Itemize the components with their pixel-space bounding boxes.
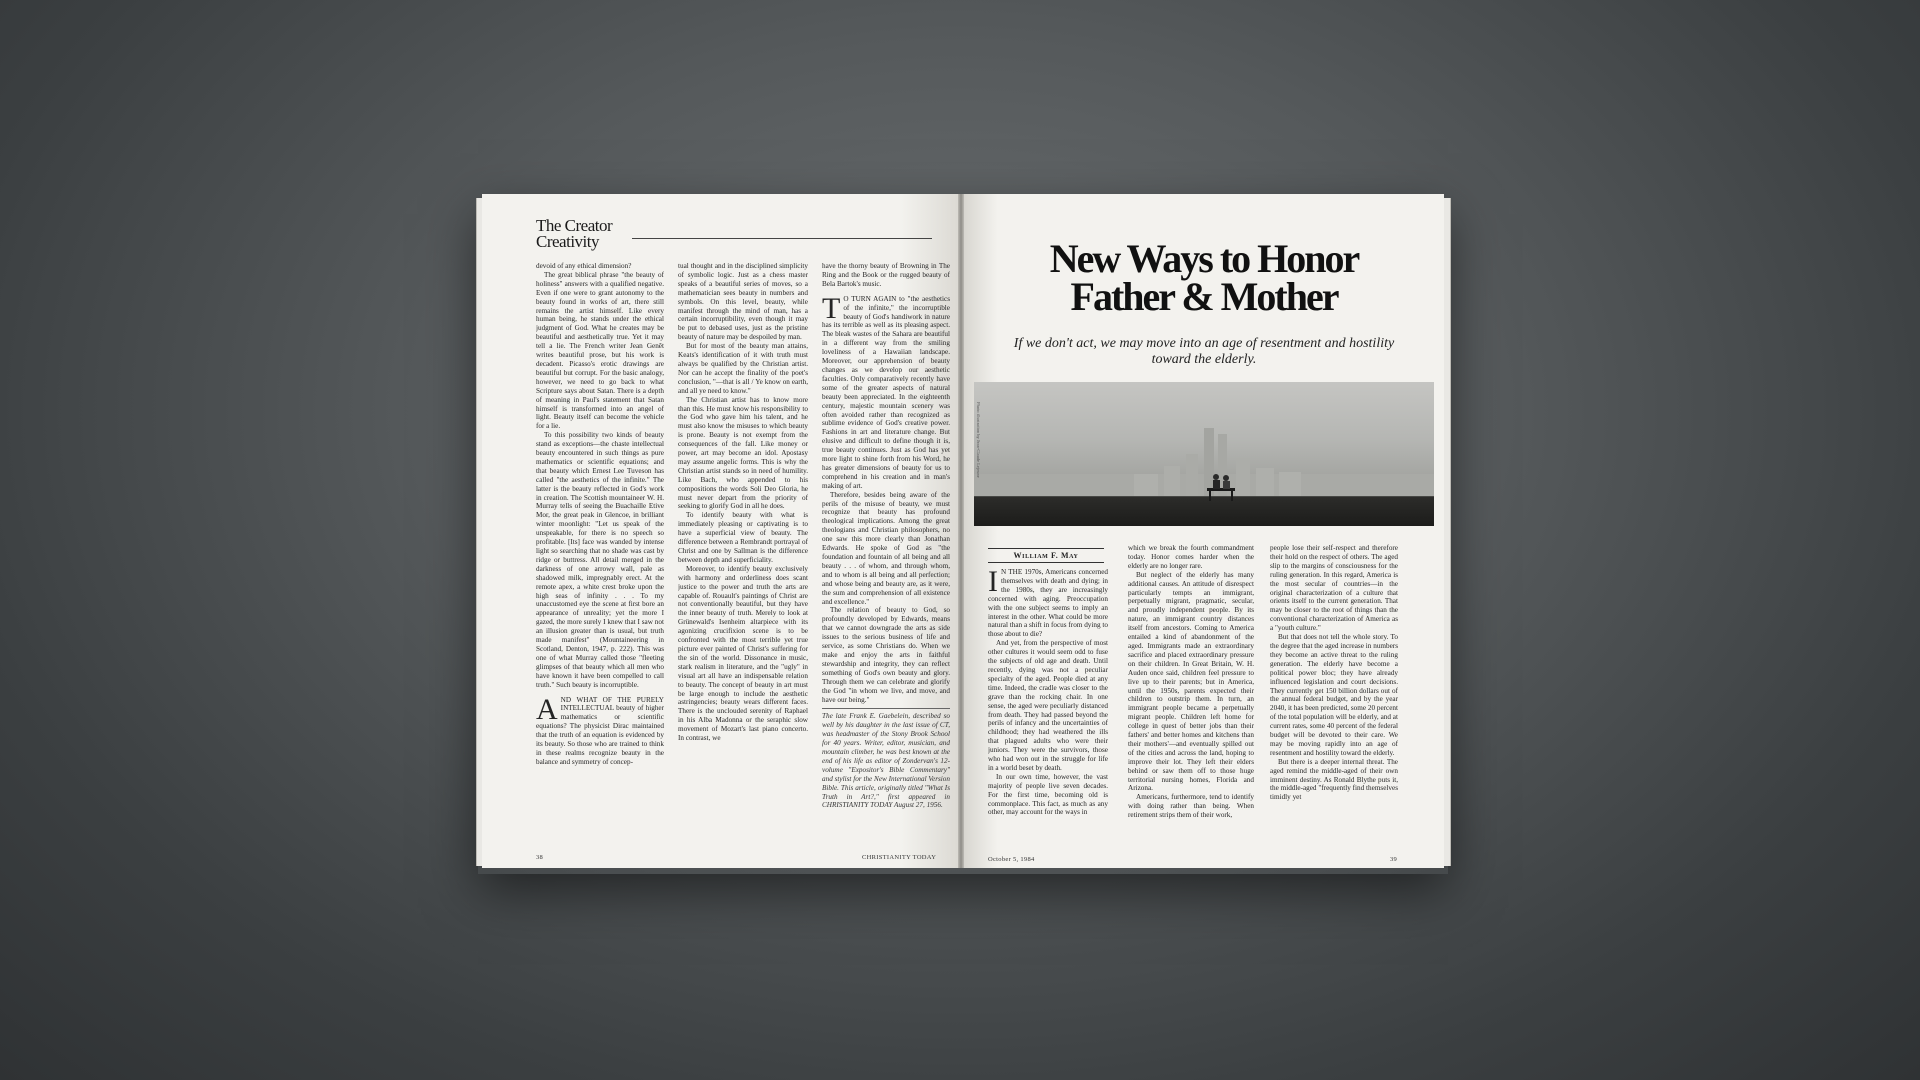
article-photo (974, 382, 1434, 526)
paragraph: The great biblical phrase "the beauty of holiness" answers with a qualified negative. Even if one were to grant autonomy to the beauty found in works of art, there still remains the artist himself. Like every human being, he stands under the ethical judgment of God. What he creates may be beautiful and aesthetically true. Yet it may tell a lie. The French writer Jean Genêt writes beautiful prose, but his work is decadent. Picasso's erotic drawings are beautiful but corrupt. For the basic analogy, however, we need to go back to what Scripture says about Satan. There is a depth of meaning in Paul's statement that Satan himself is transformed into an angel of light. Beauty itself can become the vehicle for a lie. (536, 270, 664, 431)
paragraph: have the thorny beauty of Browning in The Ring and the Book or the rugged beauty of Bela Bartok's music. (822, 262, 950, 288)
page-number-right: 39 (1390, 856, 1398, 863)
page-number-left: 38 (536, 854, 544, 861)
dropcap-text: ND WHAT OF THE PURELY INTELLECTUAL beauty of higher mathematics or scientific equations? The physicist Dirac maintained that the truth of an equation is evidenced by its beauty. So those who are trained to think in these realms recognize beauty in the balance and symmetry of concep- (536, 695, 664, 766)
photo-credit: Photo illustration by Jean-Claude Lejeune (976, 402, 981, 478)
header-rule (632, 238, 932, 239)
drop-cap: A (536, 692, 558, 726)
paragraph-dropcap (988, 568, 1108, 639)
right-column-2 (1128, 544, 1254, 856)
drop-cap: T (822, 291, 841, 325)
paragraph: The relation of beauty to God, so profoundly developed by Edwards, means that we cannot downgrade the arts as side issues to the serious business of life and service, as some Christians do. When we make and enjoy the arts in faithful stewardship and integrity, they can reflect something of God's own beauty and glory. Through them we can celebrate and glorify the God "in whom we live, and move, and have our being." (822, 606, 950, 704)
paragraph: But that does not tell the whole story. To the degree that the aged increase in numbers they become an active threat to the ruling generation. The elderly have become a political power bloc; they have already influenced legislation and court decisions. They currently get 150 billion dollars out of the annual federal budget, and by the year 2040, it has been predicted, some 20 percent of the total population will be elderly, and at current rates, some 40 percent of the federal budget will be devoted to their care. We may be moving rapidly into an age of resentment and hostility toward the elderly. (1270, 633, 1398, 757)
author-bio: The late Frank E. Gaebelein, described so well by his daughter in the last issue of CT, was headmaster of the Stony Brook School for 40 years. Writer, editor, musician, and mountain climber, he was best known at the end of his life as editor of Zondervan's 12-volume "Expositor's Bible Commentary" and stylist for the New International Version Bible. This article, originally titled "What Is Truth in Art?," first appeared in CHRISTIANITY TODAY August 27, 1956. (822, 708, 950, 810)
drop-cap: I (988, 568, 998, 598)
article-headline (964, 236, 1444, 319)
headline-line2: Father & Mother (1070, 274, 1338, 319)
paragraph: To identify beauty with what is immediately pleasing or captivating is to have a superficial view of beauty. The difference between a Rembrandt portrayal of Christ and one by Sallman is the difference between depth and superficiality. (678, 511, 808, 564)
author-byline: William F. May (988, 548, 1104, 563)
issue-date: October 5, 1984 (988, 856, 1035, 863)
paragraph: The Christian artist has to know more than this. He must know his responsibility to the God who gave him his talent, and he must also know the misuses to which beauty is prone. Beauty is not exempt from the consequences of the fall. Like money or power, art may become an idol. Apostasy may assume angelic forms. This is why the Christian artist stands so in need of humility. Like Bach, who appended to his compositions the words Soli Deo Gloria, he must never depart from the priority of seeking to glorify God in all he does. (678, 395, 808, 511)
left-column-2 (678, 262, 808, 854)
paragraph: devoid of any ethical dimension? (536, 262, 632, 270)
paragraph: Therefore, besides being aware of the perils of the misuse of beauty, we must recognize that beauty has profound theological implications. Among the great theologians and Christian philosophers, no one saw this more clearly than Jonathan Edwards. He spoke of God as "the foundation and fountain of all being and all beauty . . . of whom, and through whom, and to whom is all being and all perfection; and whose being and beauty are, as it were, the sum and comprehension of all existence and excellence." (822, 490, 950, 606)
left-column-1 (536, 262, 664, 854)
paragraph-dropcap (822, 291, 950, 491)
paragraph: Moreover, to identify beauty exclusively with harmony and orderliness does scant justice to the power and truth the arts are capable of. Rouault's paintings of Christ are not conventionally beautiful, but they have the inner beauty of truth. Merely to look at Grünewald's Isenheim altarpiece with its agonizing crucifixion scene is to be confronted with the most terrible yet true picture ever painted of Christ's suffering for the sin of the world. Dissonance in music, stark realism in literature, and the "ugly" in visual art all have an indispensable relation to beauty. The concept of beauty in art must be large enough to include the aesthetic astringencies; beauty wears different faces. There is the unclouded serenity of Raphael in his Alba Madonna or the seraphic slow movement of Mozart's last piano concerto. In contrast, we (678, 564, 808, 743)
left-page (482, 194, 959, 868)
paragraph-dropcap (536, 692, 664, 767)
right-column-3 (1270, 544, 1398, 856)
paragraph: To this possibility two kinds of beauty stand as exceptions—the chaste intellectual beauty encountered in such things as pure mathematics or scientific equations; and that beauty which Ernest Lee Tuveson has called "the aesthetics of the infinite." The latter is the beauty reflected in God's work in creation. The Scottish mountaineer W. H. Murray tells of seeing the Buachaille Etive Mor, the great peak in Glencoe, in brilliant winter moonlight: "Let us speak of the unspeakable, for there is no speech so profitable. [Its] face was wanded by intense light so searching that no shade was cast by ridge or buttress. All detail merged in the darkness of one arrowy wall, pale as shadowed milk, impregnably erect. At the remote apex, a white crest broke upon the high seas of infinity . . . To my unaccustomed eye the scene at first bore an appearance of unreality; yet the more I gazed, the more surely I knew that I saw not an illusion greater than is usual, but truth made manifest" (Mountaineering in Scotland, Denton, 1947, p. 222). This was one of what Murray called those "fleeting glimpses of that beauty which all men who have known it have been compelled to call truth." Such beauty is incorruptible. (536, 431, 664, 689)
left-column-3 (822, 262, 950, 854)
paragraph: But there is a deeper internal threat. The aged remind the middle-aged of their own imminent destiny. As Ronald Blythe puts it, the middle-aged "frequently find themselves timidly yet (1270, 757, 1398, 802)
paragraph: And yet, from the perspective of most other cultures it would seem odd to fuse the subjects of old age and death. Until recently, dying was not a peculiar specialty of the aged. People died at any time. Indeed, the cradle was closer to the grave than the rocking chair. In one sense, the aged were peculiarly distanced from death. They had passed beyond the perils of infancy and the uncertainties of childhood; they had weathered the ills that plagued adults who were their juniors. They were the survivors, those who had won out in the struggle for life in a world beset by death. (988, 639, 1108, 772)
article-subhead: If we don't act, we may move into an age of resentment and hostility toward the elderly. (1013, 336, 1395, 367)
paragraph: tual thought and in the disciplined simplicity of symbolic logic. Just as a chess master speaks of a beautiful series of moves, so a mathematician sees beauty in numbers and symbols. On this level, beauty, while manifest through the mind of man, has a certain incorruptibility, even though it may be put to debased uses, just as the pristine beauty of nature may be despoiled by man. (678, 262, 808, 342)
dropcap-text: O TURN AGAIN to "the aesthetics of the infinite," the incorruptible beauty of God's handiwork in nature has its terrible as well as its pleasing aspect. The bleak wastes of the Sahara are beautiful in a different way from the smiling loveliness of a Hawaiian landscape. Moreover, our apprehension of beauty changes as we develop our aesthetic faculties. Only comparatively recently have some of the greater aspects of natural beauty been appreciated. In the eighteenth century, majestic mountain scenery was often avoided rather than recognized as sublime evidence of God's creative power. Fashions in art and literature change. But elusive and difficult to define though it is, true beauty continues. Just as God has yet more light to shine forth from his Word, he has greater dimensions of beauty for us to comprehend in his creation and in man's making of art. (822, 294, 950, 490)
elderly-couple-bench-image (1204, 470, 1240, 502)
magazine-name: CHRISTIANITY TODAY (862, 854, 937, 861)
logo-line1: The Creator (536, 216, 613, 235)
section-logo (536, 218, 612, 250)
right-page (964, 194, 1444, 868)
paragraph: But neglect of the elderly has many additional causes. An attitude of disrespect particularly tempts an immigrant, perpetually migrant, pragmatic, secular, and proudly independent people. By its nature, an immigrant country distances itself from ancestors. Coming to America entailed a kind of abandonment of the aged. Immigrants made an extraordinary sacrifice and placed extraordinary pressure on their children. In Great Britain, W. H. Auden once said, children feel pressure to live up to their parents; but in America, until the 1950s, parents expected their children to outstrip them. In turn, an immigrant people became a perpetually migrant people. Children left home for college in quest of better jobs than their fathers' and better homes and kitchens than their mothers'—and eventually spilled out of the cities and across the land, hoping to improve their lot. They left their elders behind or saw them off to those huge territorial nursing homes, Florida and Arizona. (1128, 570, 1254, 793)
paragraph: which we break the fourth commandment today. Honor comes harder when the elderly are no longer rare. (1128, 544, 1254, 570)
paragraph: In our own time, however, the vast majority of people live seven decades. For the first time, becoming old is commonplace. This fact, as much as any other, may account for the ways in (988, 772, 1108, 817)
paragraph: Americans, furthermore, tend to identify with doing rather than being. When retirement strips them of their work, (1128, 793, 1254, 820)
paragraph: people lose their self-respect and therefore their hold on the respect of others. The aged slip to the margins of consciousness for the ruling generation. In this regard, America is the most secular of countries—in the original characterization of a culture that orients itself to the current generation. That may be closer to the root of things than the conventional characterization of America as a "youth culture." (1270, 544, 1398, 633)
dropcap-text: N THE 1970s, Americans concerned themselves with death and dying; in the 1980s, they are increasingly concerned with aging. Preoccupation with the one subject seems to imply an interest in the other. What could be more natural than a shift in focus from dying to those about to die? (988, 568, 1108, 639)
right-column-1 (988, 568, 1108, 856)
logo-line2: Creativity (536, 232, 599, 251)
paragraph: But for most of the beauty man attains, Keats's identification of it with truth must always be qualified by the Christian artist. Nor can he accept the finality of the poet's conclusion, "—that is all / Ye know on earth, and all ye need to know." (678, 342, 808, 395)
headline-line1: New Ways to Honor (1049, 236, 1359, 281)
